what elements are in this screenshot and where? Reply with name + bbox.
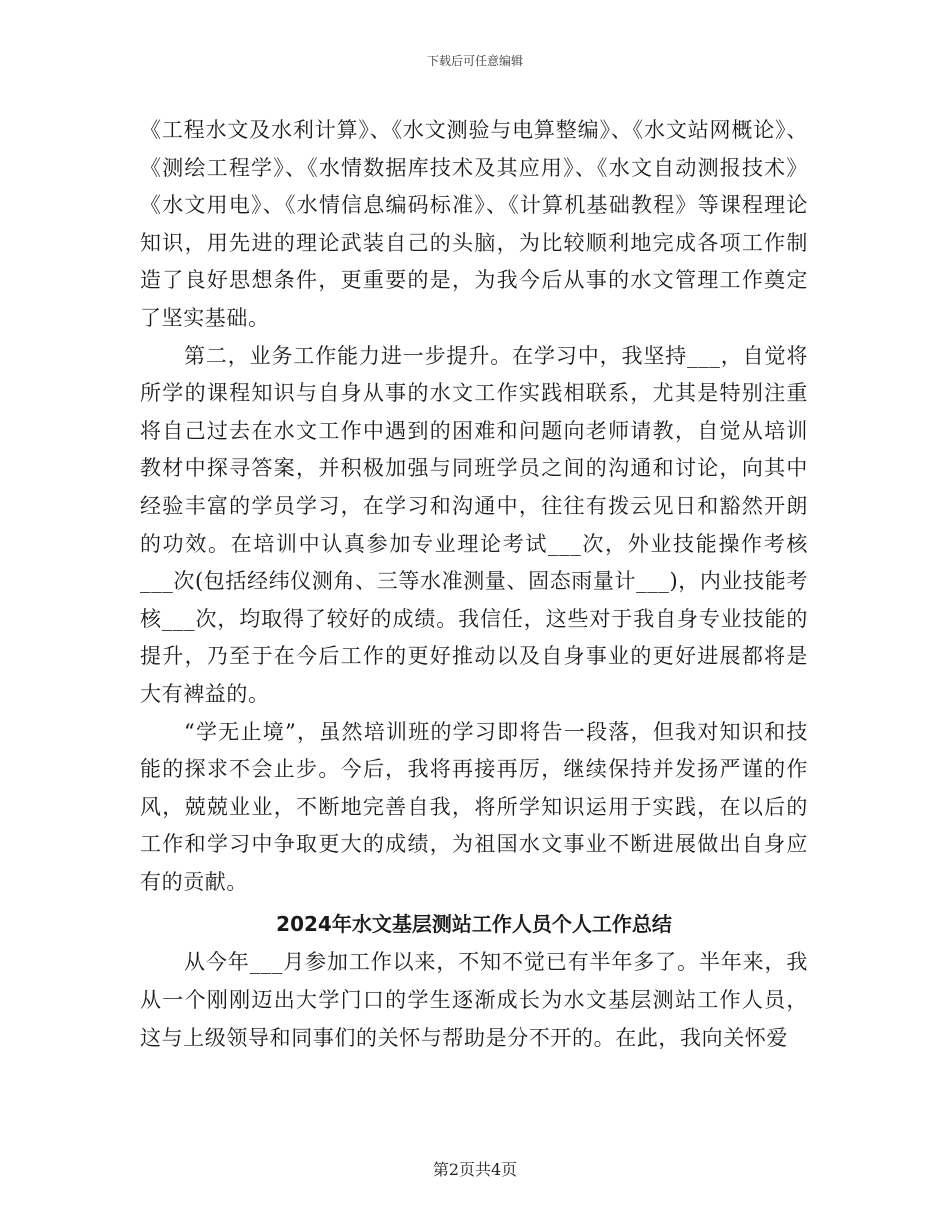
- header-note: 下载后可任意编辑: [426, 54, 523, 68]
- section-title: 2024年水文基层测站工作人员个人工作总结: [276, 912, 672, 937]
- paragraph-business-ability: 第二，业务工作能力进一步提升。在学习中，我坚持___，自觉将所学的课程知识与自身从事的水文工作实践相联系，尤其是特别注重将自己过去在水文工作中遇到的困难和问题向老师请教，自觉从培训教材中探寻答案，并积极加强与同班学员之间的沟通和讨论，向其中经验丰富的学员学习，在学习和沟通中，往往有拨云见日和豁然开朗的功效。在培训中认真参加专业理论考试___次，外业技能操作考核___次(包括经纬仪测角、三等水准测量、固态雨量计___)，内业技能考核___次，均取得了较好的成绩。我信任，这些对于我自身专业技能的提升，乃至于在今后工作的更好推动以及自身事业的更好进展都将是大有裨益的。: [140, 343, 808, 706]
- paragraph-lifelong-learning: “学无止境”，虽然培训班的学习即将告一段落，但我对知识和技能的探求不会止步。今后，我将再接再厉，继续保持并发扬严谨的作风，兢兢业业，不断地完善自我，将所学知识运用于实践，在以后的工作和学习中争取更大的成绩，为祖国水文事业不断进展做出自身应有的贡献。: [140, 719, 808, 894]
- paragraph-course-list: 《工程水文及水利计算》、《水文测验与电算整编》、《水文站网概论》、《测绘工程学》、《水情数据库技术及其应用》、《水文自动测报技术》《水文用电》、《水情信息编码标准》、《计算机基础教程》等课程理论知识，用先进的理论武装自己的头脑，为比较顺利地完成各项工作制造了良好思想条件，更重要的是，为我今后从事的水文管理工作奠定了坚实基础。: [140, 118, 808, 330]
- paragraph-section-intro: 从今年___月参加工作以来，不知不觉已有半年多了。半年来，我从一个刚刚迈出大学门口的学生逐渐成长为水文基层测站工作人员，这与上级领导和同事们的关怀与帮助是分不开的。在此，我向关怀爱: [140, 950, 808, 1050]
- document-body: [140, 112, 808, 1057]
- page-number: 第2页共4页: [432, 1160, 518, 1179]
